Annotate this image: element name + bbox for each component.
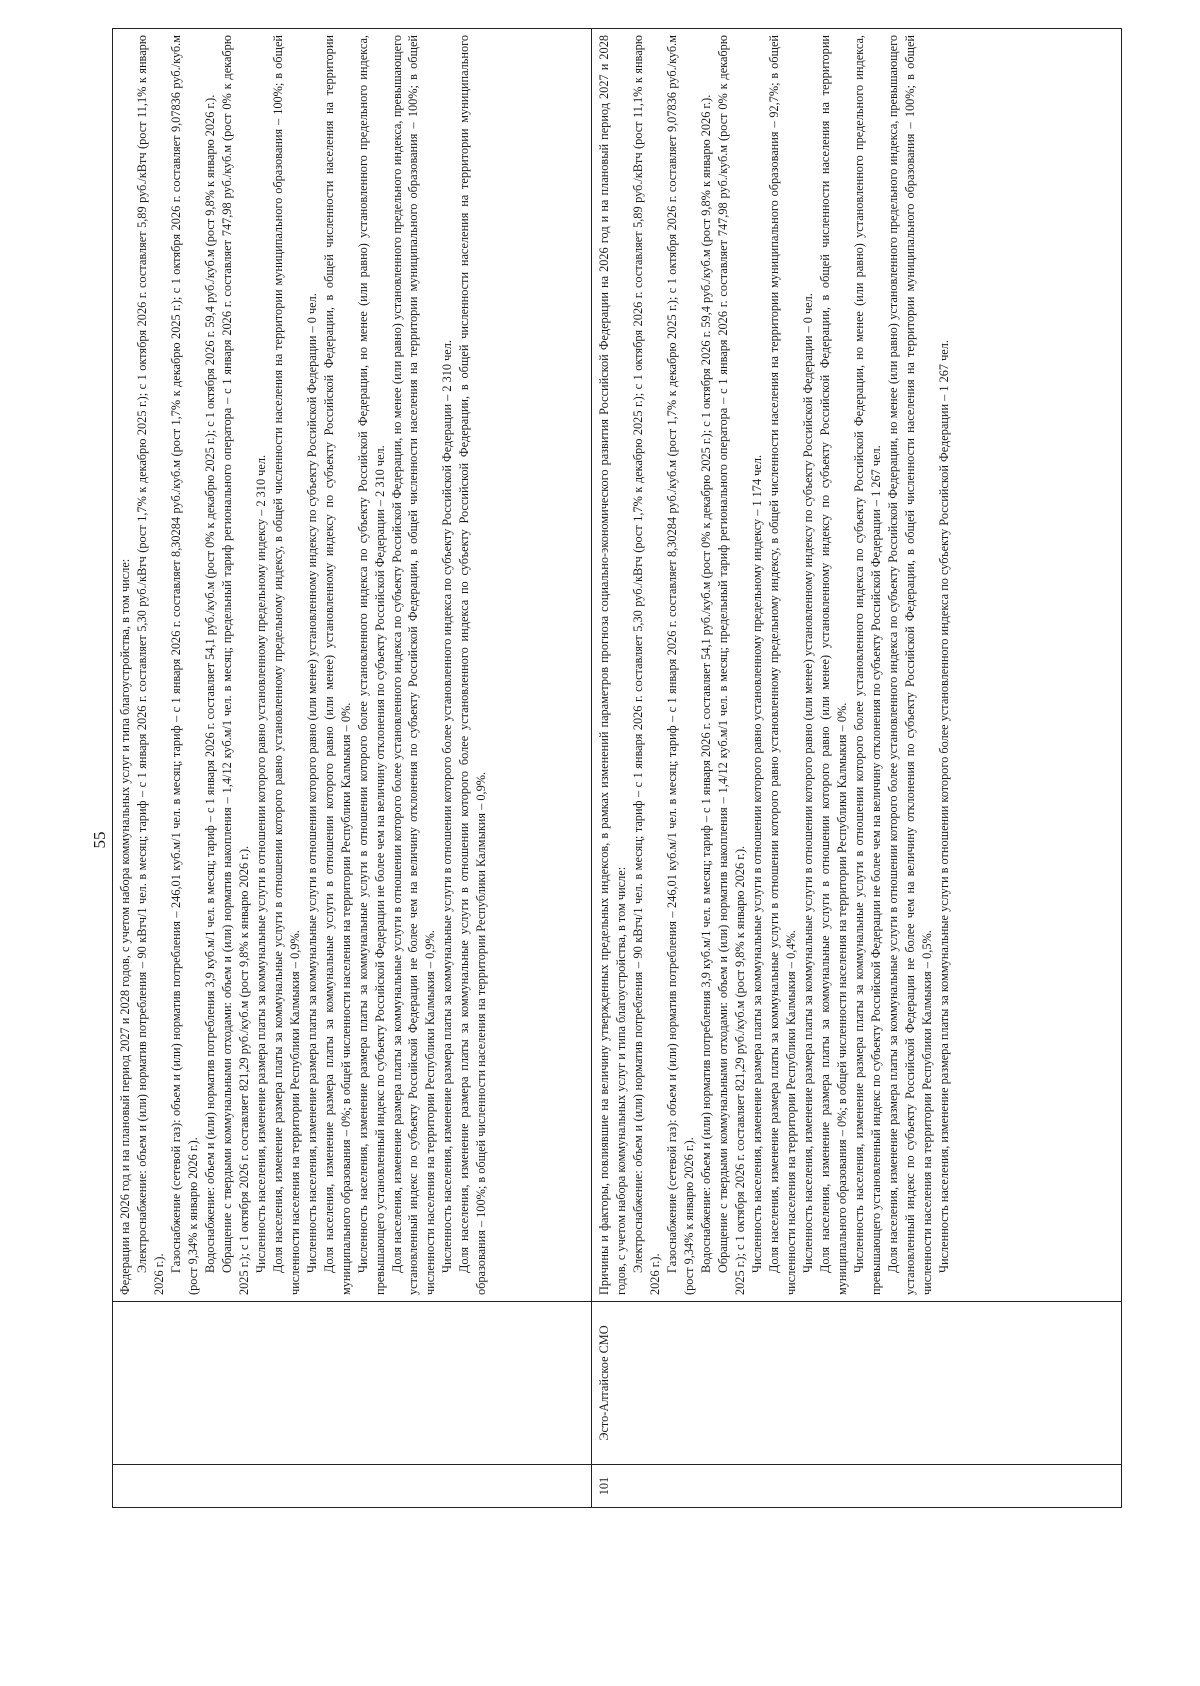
description-paragraph: Численность населения, изменение размера платы за коммунальные услуги в отношении которого более установленного индекса по субъекту Российской Федерации, но менее (или равно) установленного предельного индекса, превышающего установленный индекс по субъекту Российской Федерации не более чем на величину отклонения по субъекту Российской Федерации – 2 310 чел. bbox=[355, 35, 387, 1295]
description-paragraph: Доля населения, изменение размера платы за коммунальные услуги в отношении которого равно (или менее) установленному индексу по субъекту Российской Федерации, в общей численности населения на территории муниципального образования – 0%; в общей численности населения на территории Республики Калмыкия – 0%. bbox=[817, 35, 849, 1295]
description-paragraph: Доля населения, изменение размера платы за коммунальные услуги в отношении которого более установленного индекса по субъекту Российской Федерации, в общей численности населения на территории муниципального образования – 100%; в общей численности населения на территории Республики Калмыкия – 0,9%. bbox=[457, 35, 489, 1295]
row-number-cell bbox=[113, 1465, 592, 1508]
description-paragraph: Обращение с твердыми коммунальными отходами: объем и (или) норматив накопления – 1,4/12 куб.м/1 чел. в месяц; предельный тариф регионального оператора – с 1 января 2026 г. составляет 747,98 руб./куб.м (рост 0% к декабрю 2025 г.); с 1 октября 2026 г. составляет 821,29 руб./куб.м (рост 9,8% к январю 2026 г.). bbox=[716, 35, 748, 1295]
description-paragraph: Водоснабжение: объем и (или) норматив потребления 3,9 куб.м/1 чел. в месяц; тариф – с 1 января 2026 г. составляет 54,1 руб./куб.м (рост 0% к декабрю 2025 г.); с 1 октября 2026 г. 59,4 руб./куб.м (рост 9,8% к январю 2026 г.). bbox=[202, 94, 217, 1273]
description-paragraph: Численность населения, изменение размера платы за коммунальные услуги в отношении которого более установленного индекса по субъекту Российской Федерации – 1 267 чел. bbox=[936, 340, 951, 1273]
description-paragraph: Доля населения, изменение размера платы за коммунальные услуги в отношении которого более установленного индекса по субъекту Российской Федерации, но менее (или равно) установленного предельного индекса, превышающего установленный индекс по субъекту Российской Федерации не более чем на величину отклонения по субъекту Российской Федерации, в общей численности населения на территории муниципального образования – 100%; в общей численности населения на территории Республики Калмыкия – 0,5%. bbox=[885, 35, 934, 1295]
description-paragraph: Доля населения, изменение размера платы за коммунальные услуги в отношении которого равно установленному предельному индексу, в общей численности населения на территории муниципального образования – 92,7%; в общей численности населения на территории Республики Калмыкия – 0,4%. bbox=[766, 35, 798, 1295]
description-paragraph: Доля населения, изменение размера платы за коммунальные услуги в отношении которого более установленного индекса по субъекту Российской Федерации, но менее (или равно) установленного предельного индекса, превышающего установленный индекс по субъекту Российской Федерации не более чем на величину отклонения по субъекту Российской Федерации, в общей численности населения на территории муниципального образования – 100%; в общей численности населения на территории Республики Калмыкия – 0,9%. bbox=[389, 35, 438, 1295]
description-paragraph: Численность населения, изменение размера платы за коммунальные услуги в отношении которого более установленного индекса по субъекту Российской Федерации – 2 310 чел. bbox=[440, 340, 455, 1273]
description-paragraph: Электроснабжение: объем и (или) норматив потребления – 90 кВтч/1 чел. в месяц; тариф – с 1 января 2026 г. составляет 5,30 руб./кВтч (рост 1,7% к декабрю 2025 г.); с 1 октября 2026 г. составляет 5,89 руб./кВтч (рост 11,1% к январю 2026 г.). bbox=[631, 35, 663, 1295]
description-paragraph: Численность населения, изменение размера платы за коммунальные услуги в отношении которого равно установленному предельному индексу – 2 310 чел. bbox=[253, 454, 268, 1273]
description-paragraph: Газоснабжение (сетевой газ): объем и (или) норматив потребления – 246,01 куб.м/1 чел. в месяц; тариф – с 1 января 2026 г. составляет 8,30284 руб./куб.м (рост 1,7% к декабрю 2025 г.); с 1 октября 2026 г. составляет 9,07836 руб./куб.м (рост 9,34% к январю 2026 г.). bbox=[168, 35, 200, 1295]
description-paragraph: Обращение с твердыми коммунальными отходами: объем и (или) норматив накопления – 1,4/12 куб.м/1 чел. в месяц; предельный тариф регионального оператора – с 1 января 2026 г. составляет 747,98 руб./куб.м (рост 0% к декабрю 2025 г.); с 1 октября 2026 г. составляет 821,29 руб./куб.м (рост 9,8% к январю 2026 г.). bbox=[219, 35, 251, 1295]
table-row bbox=[592, 29, 1122, 1508]
description-paragraph: Численность населения, изменение размера платы за коммунальные услуги в отношении которого равно (или менее) установленному индексу по субъекту Российской Федерации – 0 чел. bbox=[800, 293, 815, 1273]
description-paragraph: Электроснабжение: объем и (или) норматив потребления – 90 кВтч/1 чел. в месяц; тариф – с 1 января 2026 г. составляет 5,30 руб./кВтч (рост 1,7% к декабрю 2025 г.); с 1 октября 2026 г. составляет 5,89 руб./кВтч (рост 11,1% к январю 2026 г.). bbox=[134, 35, 166, 1295]
description-cell bbox=[113, 29, 592, 1302]
description-paragraph: Численность населения, изменение размера платы за коммунальные услуги в отношении которого равно (или менее) установленному индексу по субъекту Российской Федерации – 0 чел. bbox=[304, 293, 319, 1273]
document-sheet bbox=[112, 28, 1122, 1508]
indices-table bbox=[112, 28, 1122, 1508]
description-paragraph: Причины и факторы, повлиявшие на величину утвержденных предельных индексов, в рамках изменений параметров прогноза социально-экономического развития Российской Федерации на 2026 год и на плановый период 2027 и 2028 годов, с учетом набора коммунальных услуг и типа благоустройства, в том числе: bbox=[597, 35, 629, 1295]
description-paragraph: Водоснабжение: объем и (или) норматив потребления 3,9 куб.м/1 чел. в месяц; тариф – с 1 января 2026 г. составляет 54,1 руб./куб.м (рост 0% к декабрю 2025 г.); с 1 октября 2026 г. 59,4 руб./куб.м (рост 9,8% к январю 2026 г.). bbox=[699, 94, 714, 1273]
description-paragraph: Федерации на 2026 год и на плановый период 2027 и 2028 годов, с учетом набора коммунальных услуг и типа благоустройства, в том числе: bbox=[118, 558, 132, 1295]
page-number: 55 bbox=[90, 831, 109, 849]
municipality-name-cell: Эсто-Алтайское СМО bbox=[592, 1302, 1122, 1465]
description-paragraph: Численность населения, изменение размера платы за коммунальные услуги в отношении которого более установленного индекса по субъекту Российской Федерации, но менее (или равно) установленного предельного индекса, превышающего установленный индекс по субъекту Российской Федерации не более чем на величину отклонения по субъекту Российской Федерации – 1 267 чел. bbox=[851, 35, 883, 1295]
description-cell bbox=[592, 29, 1122, 1302]
description-paragraph: Доля населения, изменение размера платы за коммунальные услуги в отношении которого равно (или менее) установленному индексу по субъекту Российской Федерации, в общей численности населения на территории муниципального образования – 0%; в общей численности населения на территории Республики Калмыкия – 0%. bbox=[321, 35, 353, 1295]
table-body bbox=[113, 29, 1122, 1508]
description-paragraph: Доля населения, изменение размера платы за коммунальные услуги в отношении которого равно установленному предельному индексу, в общей численности населения на территории муниципального образования – 100%; в общей численности населения на территории Республики Калмыкия – 0,9%. bbox=[270, 35, 302, 1295]
table-row bbox=[113, 29, 592, 1508]
municipality-name-cell bbox=[113, 1302, 592, 1465]
row-number-cell: 101 bbox=[592, 1465, 1122, 1508]
description-paragraph: Газоснабжение (сетевой газ): объем и (или) норматив потребления – 246,01 куб.м/1 чел. в месяц; тариф – с 1 января 2026 г. составляет 8,30284 руб./куб.м (рост 1,7% к декабрю 2025 г.); с 1 октября 2026 г. составляет 9,07836 руб./куб.м (рост 9,34% к январю 2026 г.). bbox=[665, 35, 697, 1295]
description-paragraph: Численность населения, изменение размера платы за коммунальные услуги в отношении которого равно установленному предельному индексу – 1 174 чел. bbox=[749, 454, 764, 1273]
